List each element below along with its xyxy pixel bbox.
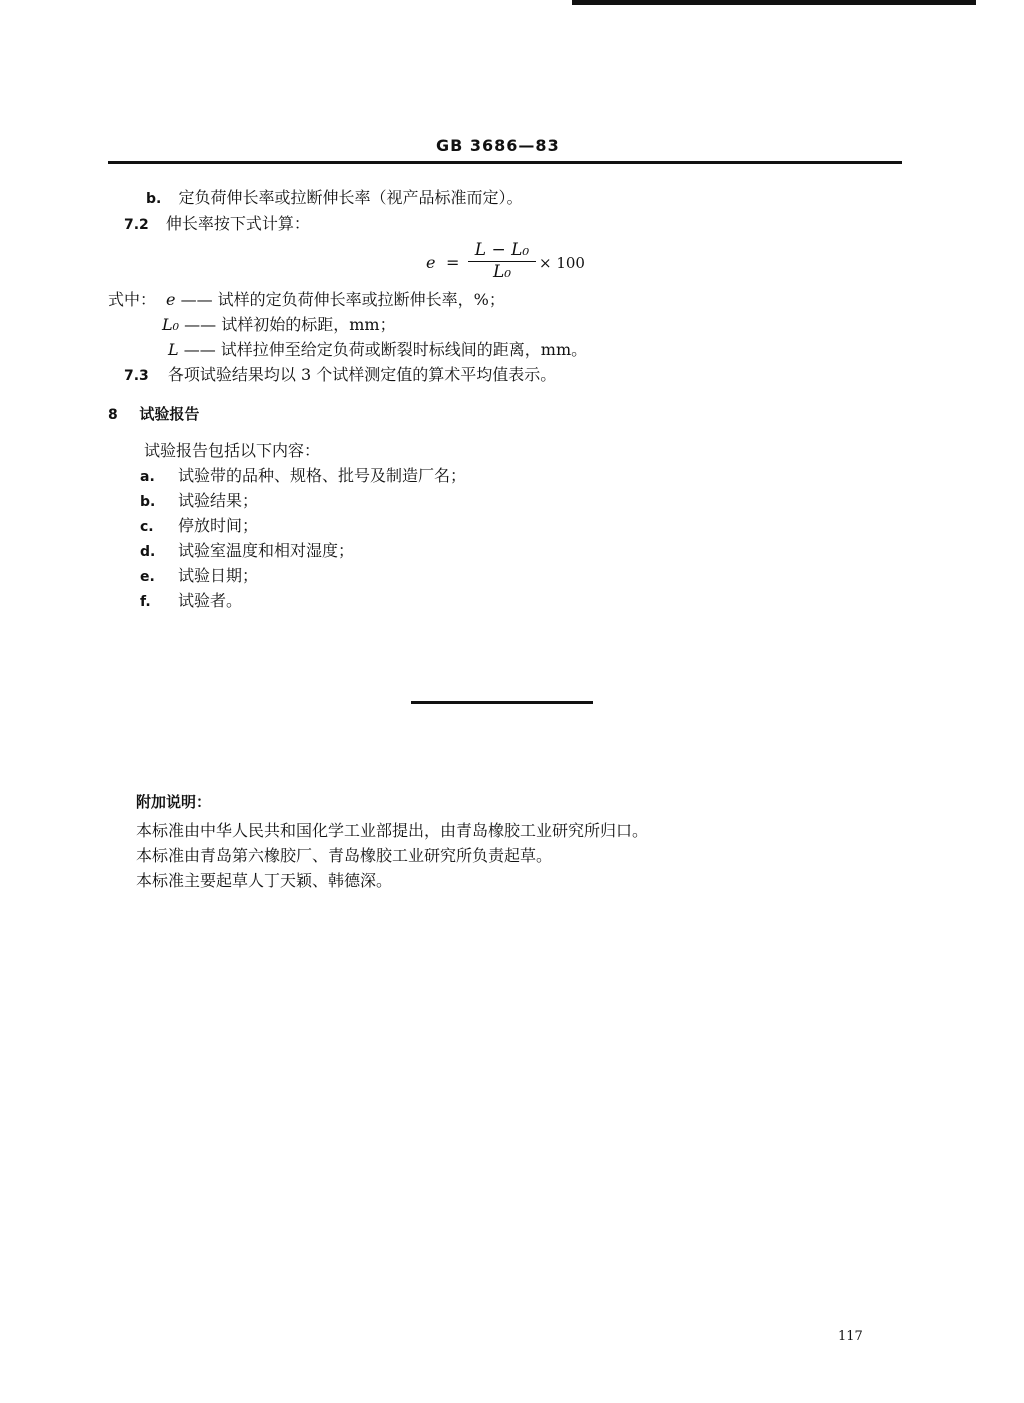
report-item-d xyxy=(140,541,354,562)
where-text-l0: —— 试样初始的标距，mm； xyxy=(184,315,396,334)
notes-line-3: 本标准主要起草人丁天颖、韩德深。 xyxy=(136,871,393,890)
report-item-a xyxy=(140,466,466,487)
notes-line-1: 本标准由中华人民共和国化学工业部提出，由青岛橡胶工业研究所归口。 xyxy=(136,821,649,840)
report-item-c xyxy=(140,516,258,537)
report-item-d-text: 试验室温度和相对湿度； xyxy=(178,541,355,560)
notes-title: 附加说明： xyxy=(136,793,212,811)
section-8-heading xyxy=(108,404,199,425)
section-8-number: 8 xyxy=(108,407,118,423)
item-b-text: 定负荷伸长率或拉断伸长率（视产品标准而定）。 xyxy=(178,188,523,207)
where-text-l: —— 试样拉伸至给定负荷或断裂时标线间的距离，mm。 xyxy=(183,340,588,359)
report-item-e xyxy=(140,566,258,587)
formula-numerator: L − L₀ xyxy=(468,240,536,262)
report-item-c-mark: c. xyxy=(140,519,154,535)
item-b-row xyxy=(146,188,522,209)
header-rule xyxy=(108,161,902,164)
report-item-b-text: 试验结果； xyxy=(178,491,259,510)
formula-denominator: L₀ xyxy=(492,262,512,282)
report-item-f xyxy=(140,591,242,612)
formula-lhs: e xyxy=(426,253,436,272)
page-number: 117 xyxy=(838,1329,863,1344)
formula-fraction xyxy=(468,240,536,282)
standard-code-header: GB 3686—83 xyxy=(436,136,560,155)
report-item-e-mark: e. xyxy=(140,569,155,585)
report-item-e-text: 试验日期； xyxy=(178,566,259,585)
section-7-3-number: 7.3 xyxy=(124,368,149,384)
scan-top-bar xyxy=(572,0,976,5)
where-text-e: —— 试样的定负荷伸长率或拉断伸长率，%； xyxy=(180,290,505,309)
section-7-3 xyxy=(124,365,556,386)
where-item-l xyxy=(168,340,587,360)
end-of-standard-rule xyxy=(411,701,593,704)
report-item-c-text: 停放时间； xyxy=(178,516,259,535)
section-8-title: 试验报告 xyxy=(139,405,200,423)
report-item-d-mark: d. xyxy=(140,544,156,560)
where-item-l0 xyxy=(162,315,396,335)
report-item-a-text: 试验带的品种、规格、批号及制造厂名； xyxy=(178,466,467,485)
section-7-2 xyxy=(124,214,310,235)
where-symbol-l: L xyxy=(168,340,179,359)
where-item-e xyxy=(166,290,505,310)
report-item-f-mark: f. xyxy=(140,594,151,610)
report-item-a-mark: a. xyxy=(140,469,155,485)
where-symbol-l0: L₀ xyxy=(162,315,180,334)
notes-line-2: 本标准由青岛第六橡胶厂、青岛橡胶工业研究所负责起草。 xyxy=(136,846,553,865)
item-b-mark: b. xyxy=(146,191,162,207)
report-item-b xyxy=(140,491,258,512)
where-symbol-e: e xyxy=(166,290,176,309)
formula-equals: = xyxy=(446,253,460,272)
section-8-intro: 试验报告包括以下内容： xyxy=(144,441,321,460)
formula-multiplier: × 100 xyxy=(539,254,585,272)
report-item-f-text: 试验者。 xyxy=(178,591,243,610)
section-7-2-text: 伸长率按下式计算： xyxy=(165,214,310,233)
where-label: 式中： xyxy=(108,290,157,309)
section-7-2-number: 7.2 xyxy=(124,217,149,233)
section-7-3-text: 各项试验结果均以 3 个试样测定值的算术平均值表示。 xyxy=(167,365,557,384)
report-item-b-mark: b. xyxy=(140,494,156,510)
